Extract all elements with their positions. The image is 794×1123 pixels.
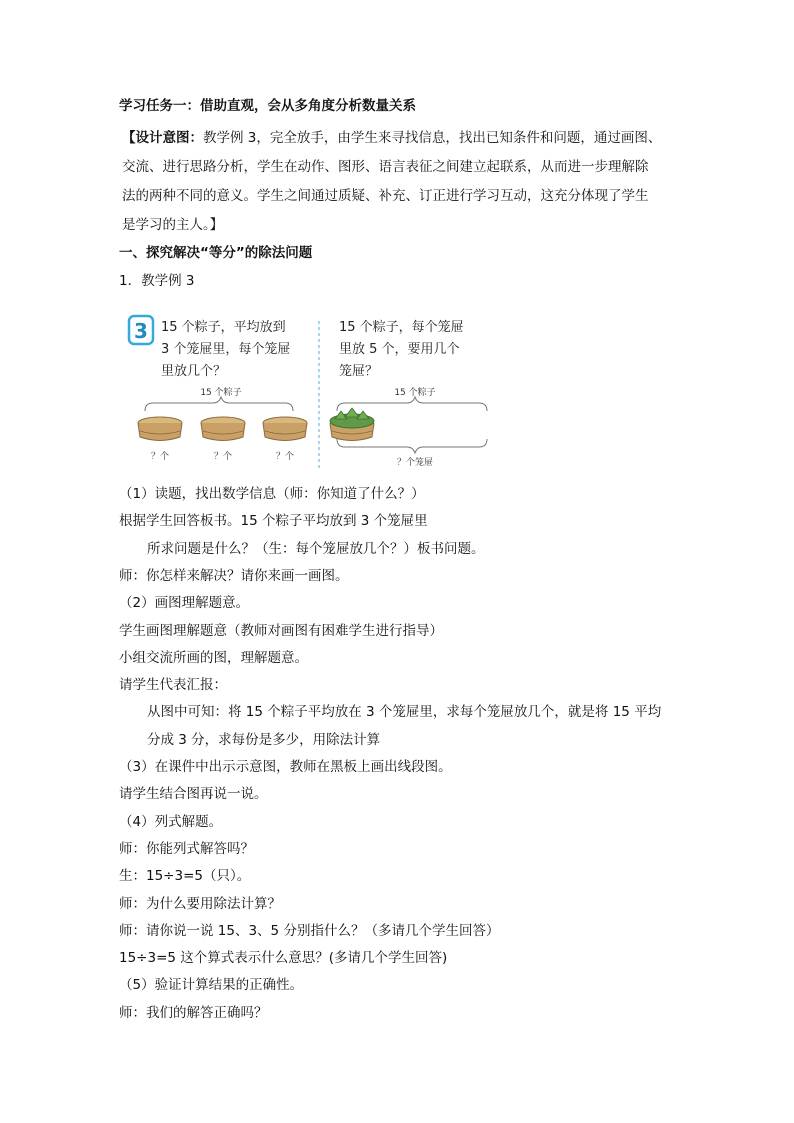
steamer-2	[201, 417, 245, 441]
body-line: 师：为什么要用除法计算？	[119, 896, 281, 912]
body-line: 所求问题是什么？（生：每个笼屉放几个？）板书问题。	[147, 541, 485, 557]
left-brace-label: 15 个粽子	[200, 388, 242, 398]
right-brace-label: 15 个粽子	[394, 388, 436, 398]
design-intent-line-2: 交流、进行思路分析，学生在动作、图形、语言表征之间建立起联系，从而进一步理解除	[122, 159, 649, 175]
body-line: 请学生结合图再说一说。	[119, 786, 268, 802]
example-figure	[125, 311, 495, 476]
left-problem-line-2: 3 个笼屉里，每个笼屉	[161, 342, 291, 357]
left-bottom-label-3: ？个	[275, 452, 295, 462]
right-problem-line-2: 里放 5 个，要用几个	[339, 342, 460, 357]
right-bottom-brace	[337, 439, 487, 453]
body-line: （1）读题，找出数学信息（师：你知道了什么？）	[119, 486, 425, 502]
left-bottom-label-2: ？个	[213, 452, 233, 462]
right-problem-line-1: 15 个粽子，每个笼屉	[339, 320, 464, 335]
body-line: 根据学生回答板书。15 个粽子平均放到 3 个笼屉里	[119, 513, 428, 529]
left-problem-line-3: 里放几个？	[161, 364, 227, 379]
task-title: 学习任务一：借助直观，会从多角度分析数量关系	[119, 98, 416, 114]
left-problem-line-1: 15 个粽子，平均放到	[161, 320, 286, 335]
design-intent-label: 【设计意图：	[122, 130, 203, 146]
example-heading: 1．教学例 3	[119, 273, 195, 289]
body-line: 师：你能列式解答吗？	[119, 841, 254, 857]
right-top-brace	[337, 397, 487, 411]
body-line: 从图中可知：将 15 个粽子平均放在 3 个笼屉里，求每个笼屉放几个，就是将 15 平均	[147, 704, 662, 720]
body-line: 请学生代表汇报：	[119, 677, 227, 693]
right-bottom-label: ？个笼屉	[396, 458, 434, 468]
design-intent-line-1	[122, 128, 661, 148]
body-line: （2）画图理解题意。	[119, 595, 250, 611]
body-line: （4）列式解题。	[119, 814, 223, 830]
left-top-brace	[145, 397, 293, 411]
body-line: 分成 3 分，求每份是多少，用除法计算	[147, 732, 381, 748]
steamer-with-zongzi	[330, 408, 374, 441]
body-line: 师：我们的解答正确吗？	[119, 1005, 268, 1021]
left-bottom-label-1: ？个	[150, 452, 170, 462]
design-intent-line-4: 是学习的主人。】	[122, 217, 224, 233]
body-line: 学生画图理解题意（教师对画图有困难学生进行指导）	[119, 623, 443, 639]
body-line: 15÷3=5 这个算式表示什么意思？(多请几个学生回答)	[119, 950, 448, 966]
body-line: （5）验证计算结果的正确性。	[119, 977, 304, 993]
body-line: 小组交流所画的图，理解题意。	[119, 650, 308, 666]
steamer-1	[138, 417, 182, 441]
body-line: 生：15÷3=5（只）。	[119, 868, 251, 884]
right-problem-line-3: 笼屉？	[339, 364, 379, 379]
body-line: 师：你怎样来解决？请你来画一画图。	[119, 568, 349, 584]
body-line: 师：请你说一说 15、3、5 分别指什么？（多请几个学生回答）	[119, 923, 500, 939]
design-intent-line-3: 法的两种不同的意义。学生之间通过质疑、补充、订正进行学习互动，这充分体现了学生	[122, 188, 649, 204]
steamer-3	[263, 417, 307, 441]
example-number: 3	[134, 319, 148, 343]
body-line: （3）在课件中出示示意图，教师在黑板上画出线段图。	[119, 759, 452, 775]
section-heading: 一、探究解决“等分”的除法问题	[119, 245, 313, 261]
design-intent-text-1: 教学例 3，完全放手，由学生来寻找信息，找出已知条件和问题，通过画图、	[203, 130, 662, 146]
